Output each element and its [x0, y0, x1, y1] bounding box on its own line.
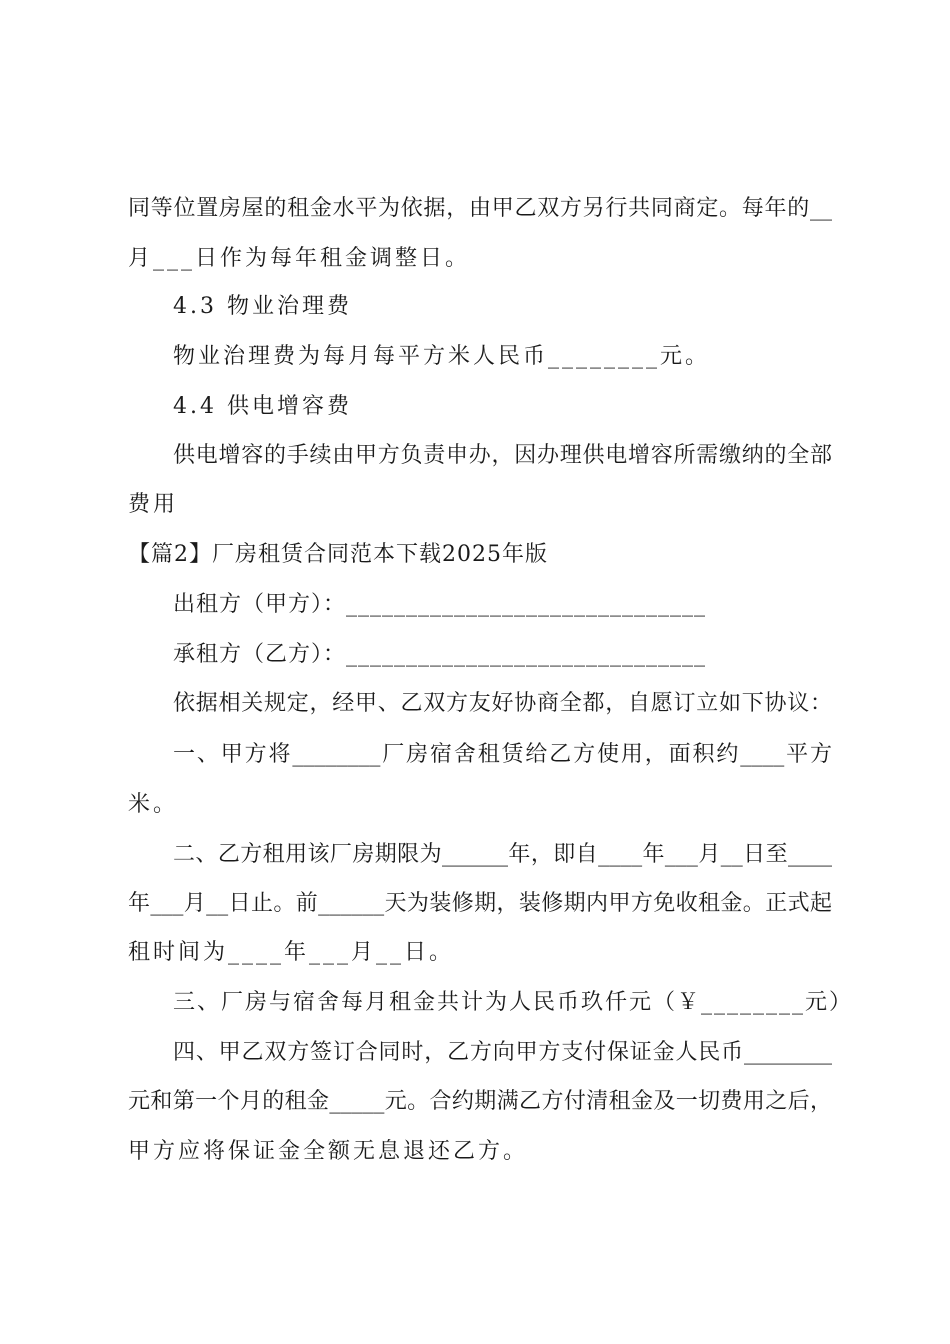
clause-3-line: 三、厂房与宿舍每月租金共计为人民币玖仟元（￥________元） — [173, 990, 854, 1015]
paragraph-line: 费用 — [128, 492, 179, 517]
article-title: 【篇2】厂房租赁合同范本下载2025年版 — [128, 542, 548, 567]
section-heading: 4.4 供电增容费 — [173, 394, 352, 419]
paragraph-line: 同等位置房屋的租金水平为依据，由甲乙双方另行共同商定。每年的__ — [128, 196, 832, 221]
paragraph-line: 供电增容的手续由甲方负责申办，因办理供电增容所需缴纳的全部 — [173, 443, 832, 468]
clause-1-line: 米。 — [128, 792, 179, 817]
clause-4-line: 元和第一个月的租金_____元。合约期满乙方付清租金及一切费用之后， — [128, 1089, 832, 1114]
lessee-field: 承租方（乙方）：______________________________ — [173, 642, 707, 667]
paragraph-line: 月___日作为每年租金调整日。 — [128, 246, 471, 271]
paragraph-line: 依据相关规定，经甲、乙双方友好协商全都，自愿订立如下协议： — [173, 691, 832, 716]
clause-1-line: 一、甲方将________厂房宿舍租赁给乙方使用，面积约____平方 — [173, 742, 832, 767]
section-heading: 4.3 物业治理费 — [173, 294, 352, 319]
paragraph-line: 物业治理费为每月每平方米人民币________元。 — [173, 344, 711, 369]
clause-4-line: 甲方应将保证金全额无息退还乙方。 — [128, 1139, 529, 1164]
lessor-field: 出租方（甲方）：______________________________ — [173, 592, 707, 617]
clause-2-line: 年___月__日止。前______天为装修期，装修期内甲方免收租金。正式起 — [128, 891, 832, 916]
clause-2-line: 二、乙方租用该厂房期限为______年，即自____年___月__日至____ — [173, 842, 832, 867]
clause-4-line: 四、甲乙双方签订合同时，乙方向甲方支付保证金人民币________ — [173, 1040, 832, 1065]
clause-2-line: 租时间为____年___月__日。 — [128, 940, 455, 965]
